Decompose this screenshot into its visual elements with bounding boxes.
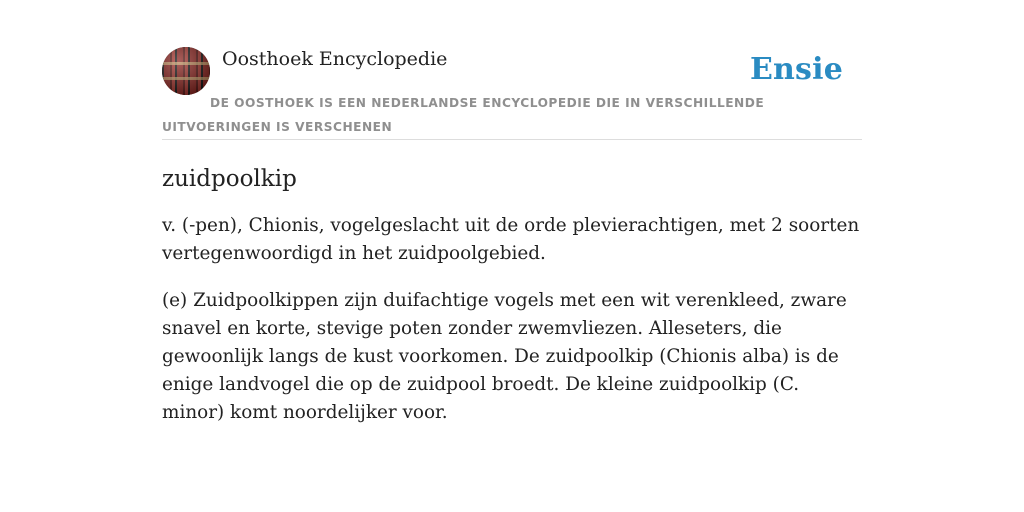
page bbox=[162, 46, 862, 427]
article-paragraph: (e) Zuidpoolkippen zijn duifachtige vogels met een wit verenkleed, zware snavel en korte, stevige poten zonder zwemvliezen. Alleseters, die gewoonlijk langs de kust voorkomen. De zuidpoolkip (Chionis alba) is de enige landvogel die op de zuidpool broedt. De kleine zuidpoolkip (C. minor) komt noordelijker voor. bbox=[162, 290, 847, 423]
article-title: zuidpoolkip bbox=[162, 166, 297, 192]
ensie-logo-link[interactable]: Ensie bbox=[749, 52, 843, 87]
site-name-link[interactable]: Oosthoek Encyclopedie bbox=[222, 48, 448, 70]
article-paragraph: v. (-pen), Chionis, vogelgeslacht uit de orde plevierachtigen, met 2 soorten vertegenwoordigd in het zuidpoolgebied. bbox=[162, 215, 860, 264]
avatar-shading bbox=[162, 47, 210, 95]
site-avatar-icon[interactable] bbox=[162, 47, 210, 95]
site-header bbox=[162, 46, 862, 140]
site-tagline: DE OOSTHOEK IS EEN NEDERLANDSE ENCYCLOPEDIE DIE IN VERSCHILLENDE UITVOERINGEN IS VERSCHENEN bbox=[162, 96, 765, 134]
